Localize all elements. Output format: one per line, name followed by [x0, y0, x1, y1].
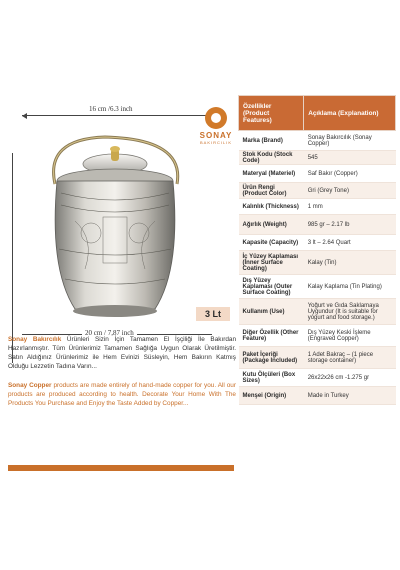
spec-label: Stok Kodu (Stock Code) [239, 151, 304, 165]
table-row [239, 151, 396, 165]
spec-value: 1 Adet Bakraç – (1 piece storage container) [304, 347, 396, 369]
header-explanation: Açıklama (Explanation) [304, 96, 396, 131]
table-row [239, 165, 396, 183]
description-turkish [8, 335, 236, 371]
spec-value: Sonay Bakırcılık (Sonay Copper) [304, 131, 396, 151]
spec-value: 545 [304, 151, 396, 165]
spec-label: İç Yüzey Kaplaması (Inner Surface Coating) [239, 251, 304, 275]
spec-label: Kalınlık (Thickness) [239, 199, 304, 215]
spec-label: Ağırlık (Weight) [239, 215, 304, 235]
description-english-text: products are made entirely of hand-made copper for you. All our products are produced according to health. Decorate Your Home With The Products You Purchase and Enjoy the Taste Added by Copper... [8, 382, 236, 407]
table-row [239, 235, 396, 251]
spec-value: 3 lt – 2.64 Quart [304, 235, 396, 251]
table-row [239, 299, 396, 325]
spec-label: Materyal (Materiel) [239, 165, 304, 183]
table-row [239, 215, 396, 235]
spec-value: Dış Yüzey Keski İşleme (Engraved Copper) [304, 325, 396, 347]
brand-name-english: Sonay Copper [8, 382, 52, 389]
logo-subtext: BAKIRCILIK [199, 140, 232, 145]
spec-label: Diğer Özellik (Other Feature) [239, 325, 304, 347]
spec-table [238, 95, 396, 405]
table-row [239, 347, 396, 369]
spec-value: Kalay Kaplama (Tin Plating) [304, 275, 396, 299]
spec-label: Marka (Brand) [239, 131, 304, 151]
dimension-arrow [22, 115, 212, 116]
spec-value: Yoğurt ve Gıda Saklamaya Uygundur (It is suitable for yogurt and food storage.) [304, 299, 396, 325]
spec-label: Ürün Rengi (Product Color) [239, 183, 304, 199]
spec-label: Menşei (Origin) [239, 387, 304, 405]
table-row [239, 131, 396, 151]
spec-label: Paket İçeriği (Package Included) [239, 347, 304, 369]
product-image-area [0, 89, 236, 478]
spec-label: Kapasite (Capacity) [239, 235, 304, 251]
copper-pot-image [35, 129, 195, 324]
table-row [239, 251, 396, 275]
product-panel [0, 89, 400, 478]
spec-value: Kalay (Tin) [304, 251, 396, 275]
dimension-bottom-label: 20 cm / 7,87 inch [82, 329, 137, 337]
table-row [239, 369, 396, 387]
brand-logo [196, 107, 236, 153]
spec-label: Kullanım (Use) [239, 299, 304, 325]
table-row [239, 183, 396, 199]
logo-text: SONAY [199, 131, 233, 140]
accent-bar [8, 465, 234, 471]
brand-name-turkish: Sonay Bakırcılık [8, 336, 62, 343]
dimension-top [22, 105, 212, 117]
spec-value: Saf Bakır (Copper) [304, 165, 396, 183]
description-turkish-text: Ürünleri Sizin İçin Tamamen El İşçiliği İle Bakırdan Hazırlanmıştır. Tüm Ürünlerimiz Tamamen Sağlığa Uygun Olarak Üretilmiştir. Satın Aldığınız Ürünlerimiz ile Hem Evinizi Süsleyin, Hem Bakırın Katmış Olduğu Lezzetin Tadına Varın... [8, 336, 237, 370]
header-features: Özellikler (Product Features) [239, 96, 304, 131]
table-row [239, 275, 396, 299]
dimension-top-label: 16 cm /6.3 inch [86, 105, 136, 113]
table-row [239, 387, 396, 405]
spec-label: Kutu Ölçüleri (Box Sizes) [239, 369, 304, 387]
capacity-badge: 3 Lt [196, 307, 230, 321]
spec-value: 1 mm [304, 199, 396, 215]
logo-icon [205, 107, 227, 129]
table-row [239, 199, 396, 215]
spec-label: Dış Yüzey Kaplaması (Outer Surface Coating) [239, 275, 304, 299]
spec-value: Made in Turkey [304, 387, 396, 405]
table-row [239, 325, 396, 347]
spec-value: 26x22x26 cm -1.275 gr [304, 369, 396, 387]
spec-value: 985 gr – 2.17 lb [304, 215, 396, 235]
description-english [8, 381, 236, 408]
spec-table-body [239, 131, 396, 405]
spec-value: Gri (Grey Tone) [304, 183, 396, 199]
